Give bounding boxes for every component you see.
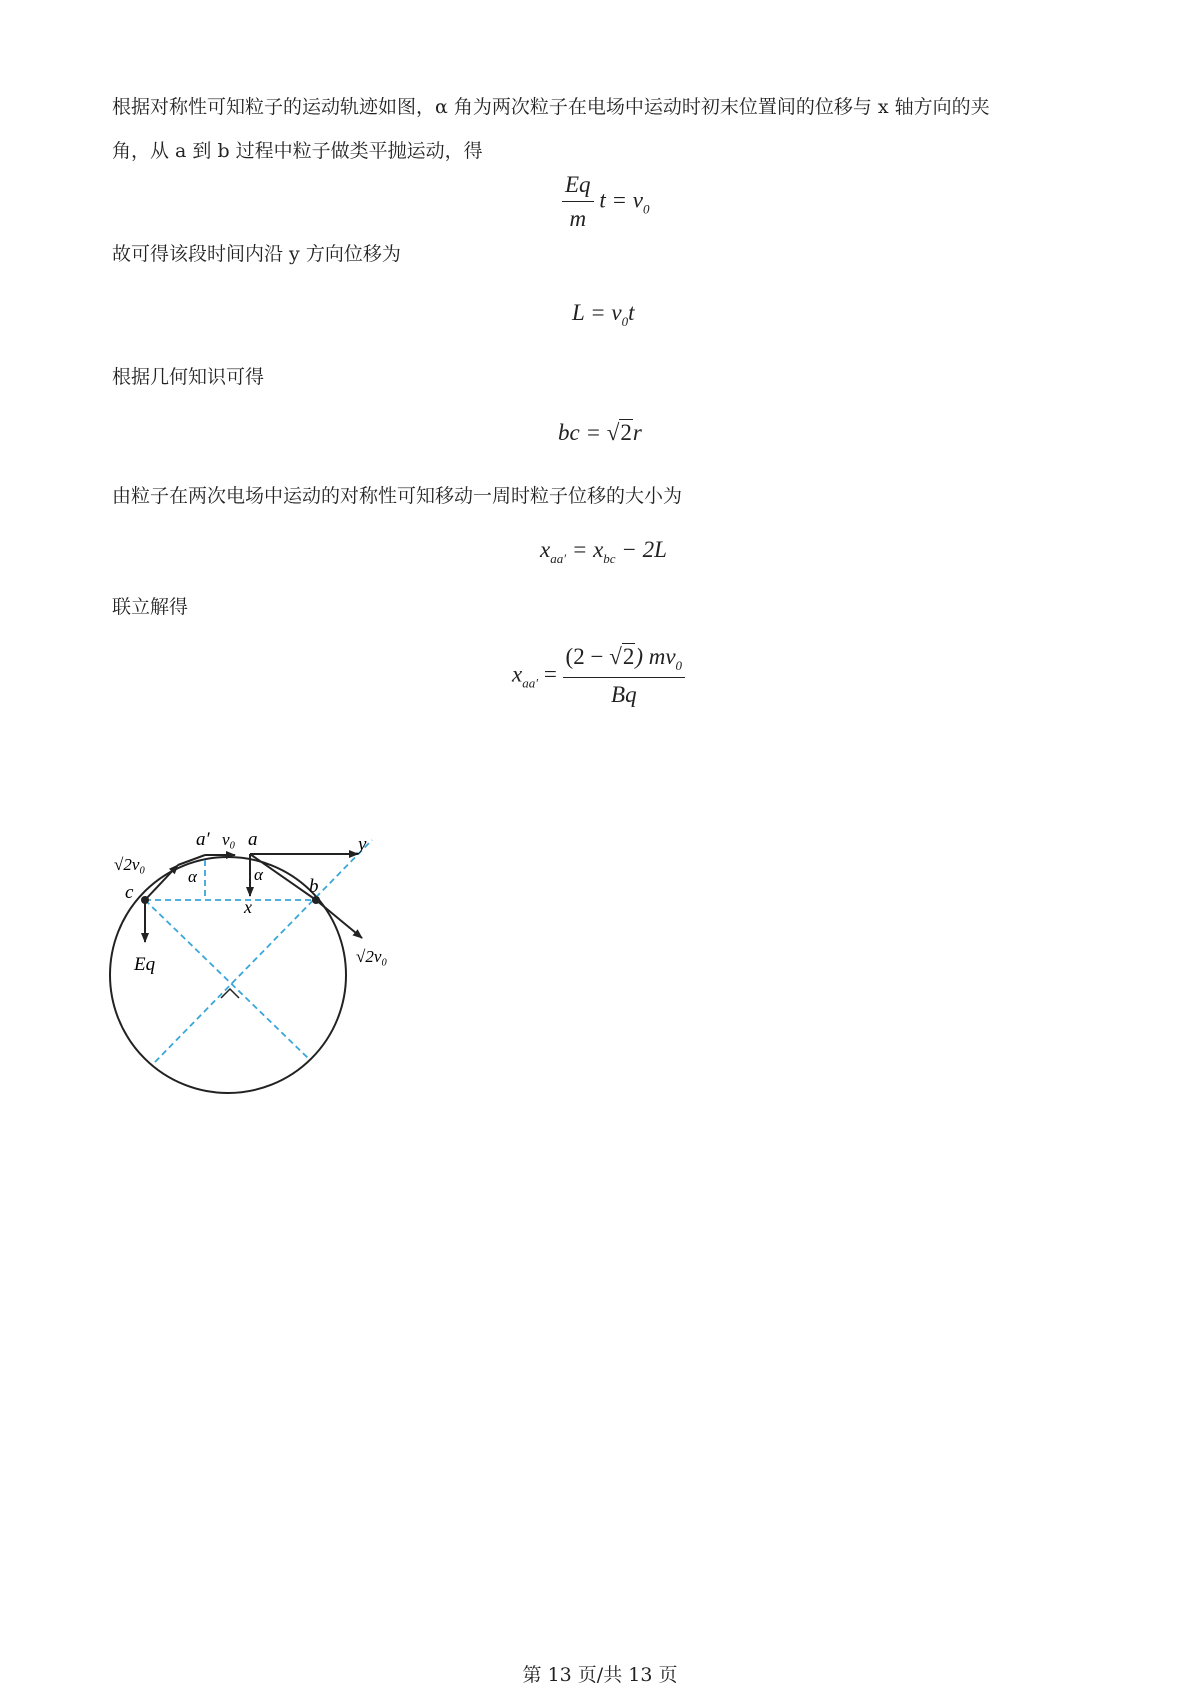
equation-4 <box>540 537 667 567</box>
label-alpha-left: α <box>188 867 197 886</box>
diagonal-perp <box>145 900 310 1060</box>
right-angle-icon <box>221 989 239 998</box>
equation-2-sub: 0 <box>621 314 629 329</box>
equation-1-rhs: t = v <box>599 187 643 213</box>
radical-icon: √ <box>609 644 622 669</box>
equation-2-rhs: t <box>628 300 635 325</box>
equation-5-equals: = <box>538 661 563 687</box>
equation-5-denominator: Bq <box>611 682 637 707</box>
label-a: a <box>248 829 258 850</box>
text-line-4: 根据几何知识可得 <box>112 366 265 388</box>
equation-3 <box>558 420 642 446</box>
label-a-prime: a′ <box>196 829 210 850</box>
text-line-2: 角，从 a 到 b 过程中粒子做类平抛运动，得 <box>112 140 483 162</box>
label-c: c <box>125 882 134 903</box>
equation-2 <box>572 300 635 330</box>
point-b <box>312 896 320 904</box>
equation-5-numerator <box>563 644 686 678</box>
equation-5-num-pre: (2 − <box>565 644 610 669</box>
label-alpha-right: α <box>254 865 263 884</box>
equation-5-num-sub: 0 <box>675 658 683 673</box>
equation-1-rhs-sub: 0 <box>642 201 650 217</box>
text-line-5: 由粒子在两次电场中运动的对称性可知移动一周时粒子位移的大小为 <box>112 485 683 507</box>
text-line-3: 故可得该段时间内沿 y 方向位移为 <box>112 243 401 265</box>
label-v0-top: v₀ <box>222 830 236 849</box>
equation-4-mid-sub: bc <box>603 551 616 566</box>
text-line-6: 联立解得 <box>112 596 189 618</box>
equation-2-lhs: L = v <box>572 300 622 325</box>
equation-3-lhs: bc = <box>558 420 607 445</box>
label-b: b <box>309 876 319 897</box>
equation-4-rhs: − 2L <box>615 537 667 562</box>
equation-1-numerator: Eq <box>562 172 594 202</box>
equation-1 <box>562 172 649 232</box>
label-sqrt2v0-left: √2v₀ <box>114 855 146 874</box>
equation-1-denominator: m <box>569 206 587 231</box>
equation-5-lhs-sub: aa′ <box>522 675 539 691</box>
equation-5-num-sqrt: 2 <box>622 644 635 669</box>
text-line-1: 根据对称性可知粒子的运动轨迹如图，α 角为两次粒子在电场中运动时初末位置间的位移与 x 轴方向的夹 <box>112 96 990 118</box>
equation-3-rhs: r <box>632 420 642 445</box>
equation-4-mid: = x <box>566 537 604 562</box>
equation-3-sqrt: 2 <box>620 420 632 445</box>
label-x: x <box>244 897 252 917</box>
equation-1-fraction <box>562 172 594 232</box>
page-footer: 第 13 页/共 13 页 <box>522 1664 678 1686</box>
trajectory-diagram <box>100 800 440 1120</box>
trajectory-c-aprime <box>145 865 178 900</box>
equation-4-lhs: x <box>540 537 551 562</box>
equation-5-num-post: ) mv <box>635 644 676 669</box>
label-sqrt2v0-right: √2v₀ <box>356 947 388 966</box>
equation-4-lhs-sub: aa′ <box>550 551 567 566</box>
radical-icon: √ <box>606 420 620 445</box>
equation-5 <box>512 644 685 708</box>
equation-5-lhs: x <box>512 661 523 687</box>
equation-5-fraction <box>563 644 686 708</box>
label-y: y <box>358 834 367 855</box>
label-eq: Eq <box>134 954 156 975</box>
point-c <box>141 896 149 904</box>
